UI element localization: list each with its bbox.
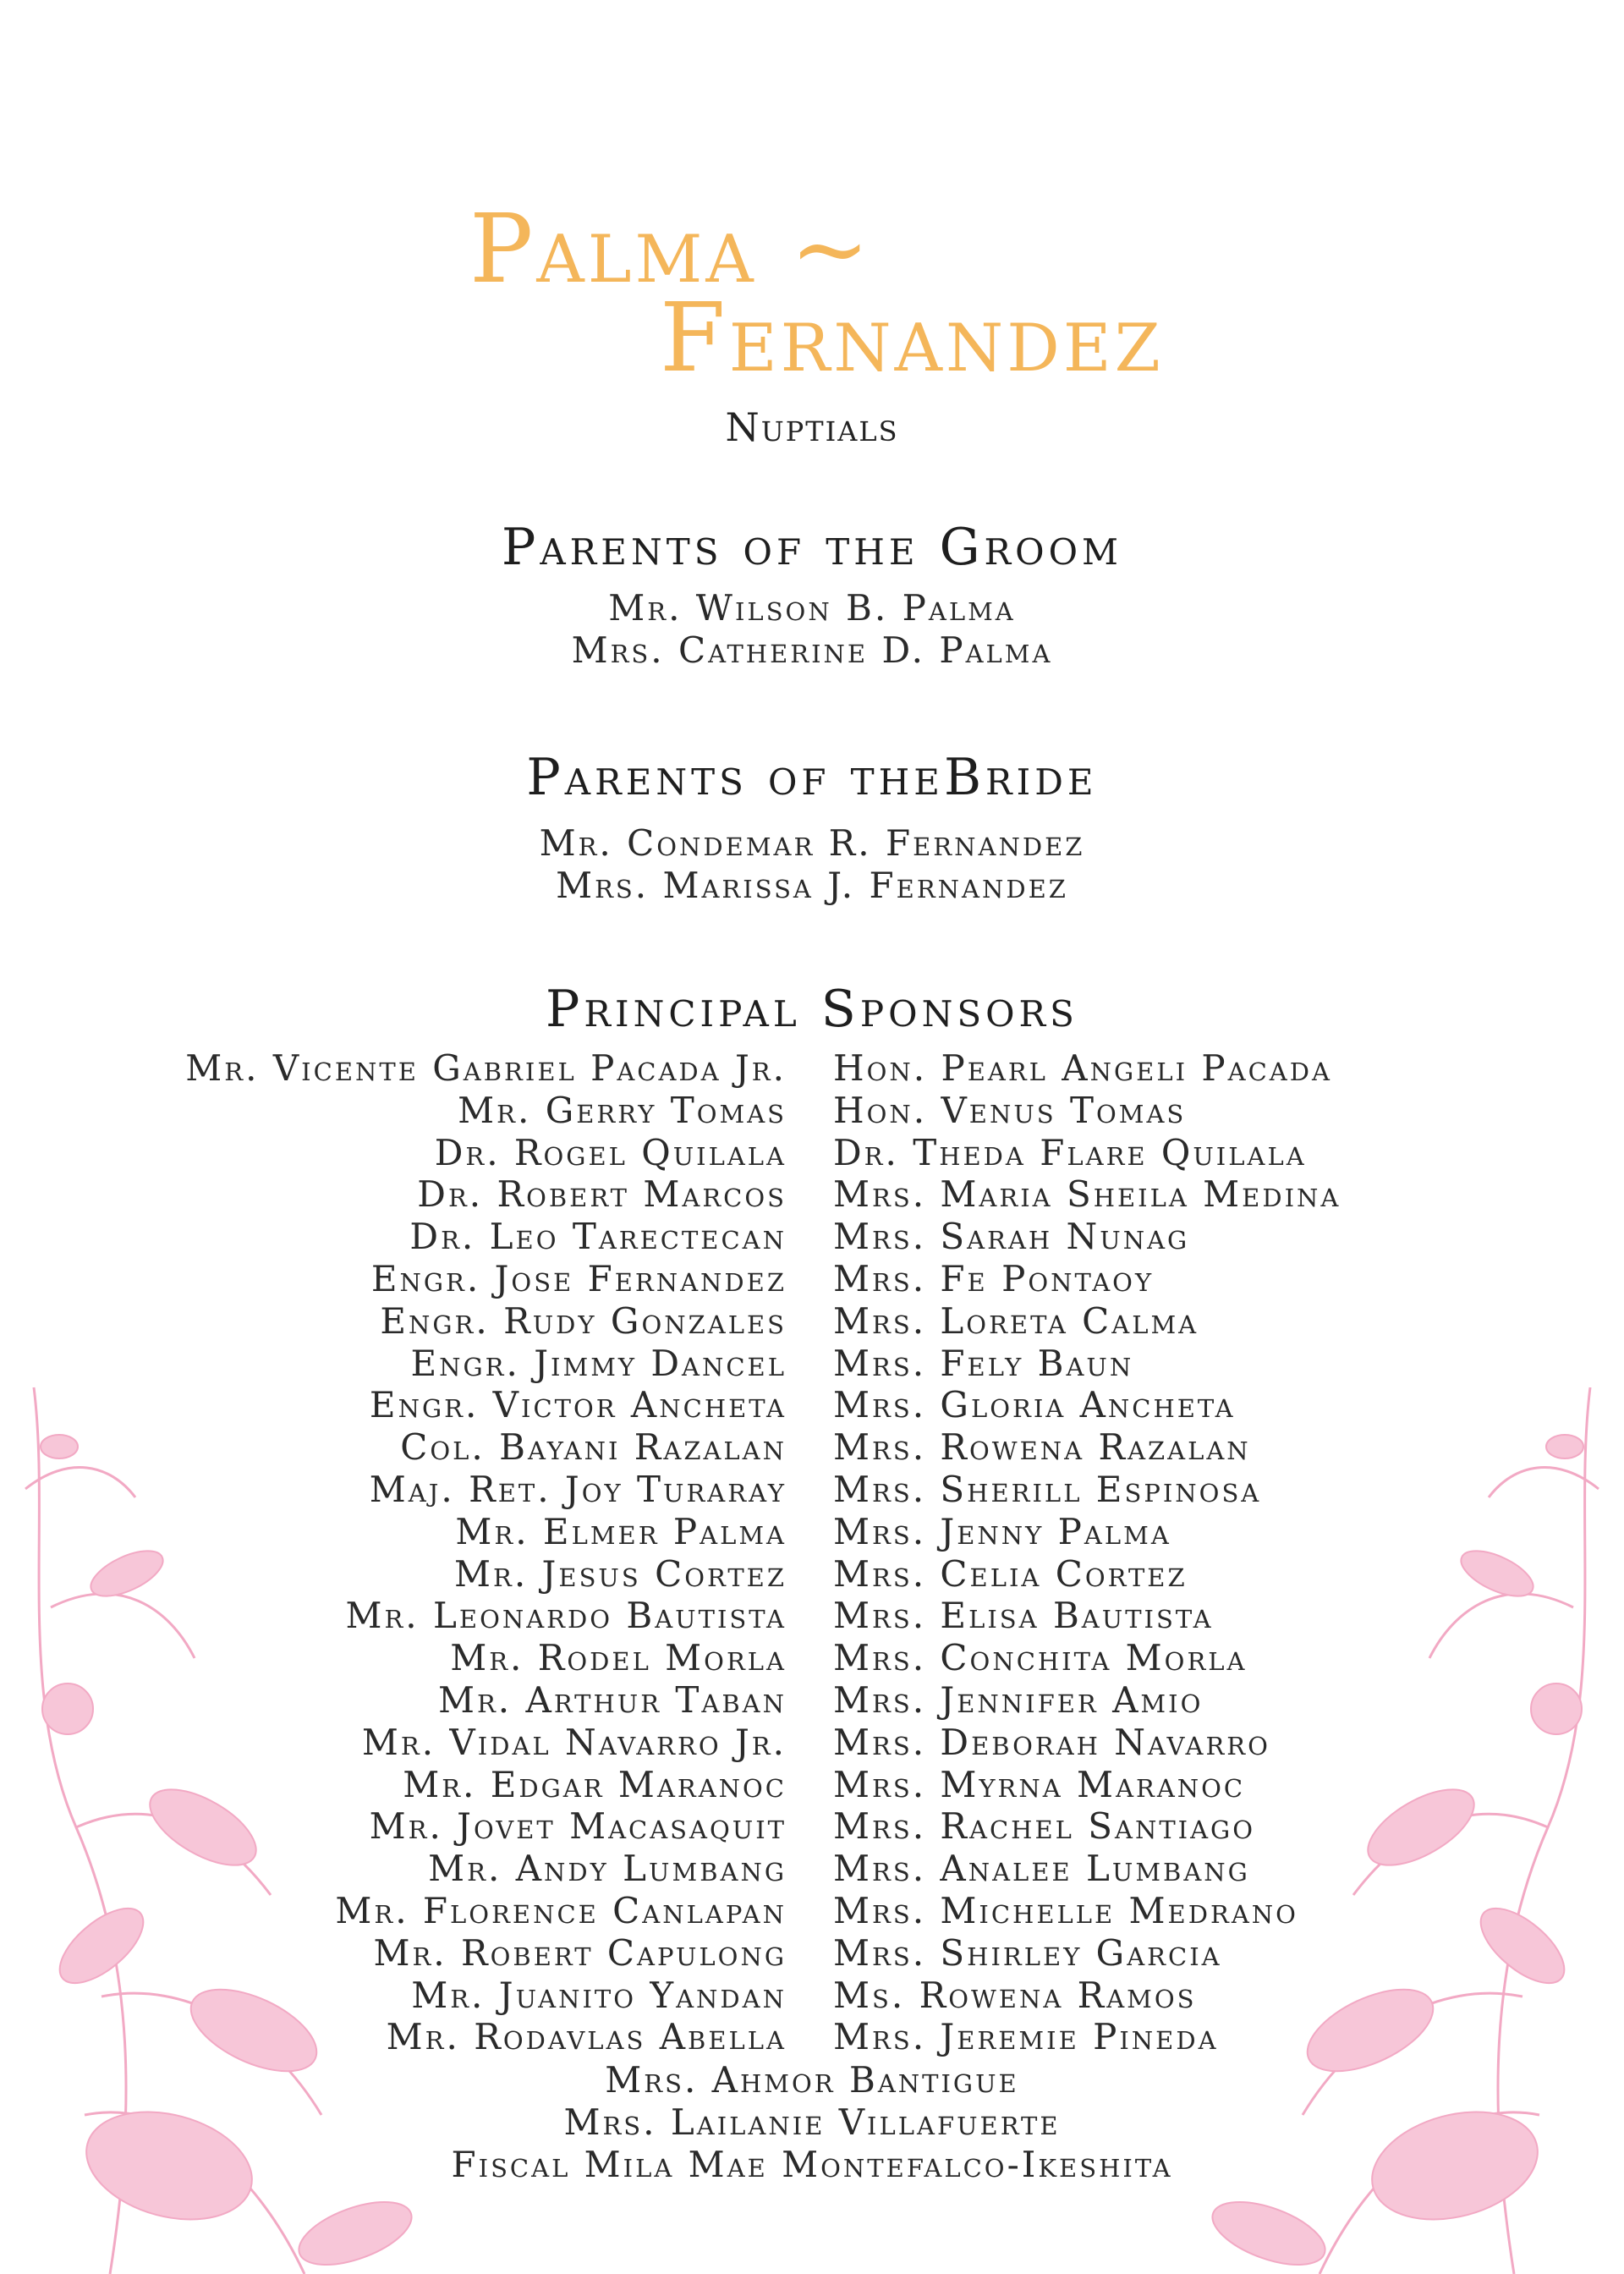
sponsor-name-left: Mr. Jovet Macasaquit xyxy=(369,1805,787,1848)
sponsor-row xyxy=(0,2016,1624,2058)
sponsor-name-right: Ms. Rowena Ramos xyxy=(833,1974,1197,2016)
sponsor-name-right: Mrs. Shirley Garcia xyxy=(833,1931,1222,1974)
sponsor-name-left: Col. Bayani Razalan xyxy=(400,1426,787,1469)
sponsor-name-left: Mr. Elmer Palma xyxy=(455,1510,787,1552)
sponsor-name-right: Mrs. Analee Lumbang xyxy=(833,1848,1250,1890)
sponsor-name-left: Mr. Robert Capulong xyxy=(373,1931,787,1974)
sponsor-extra: Mrs. Ahmor Bantigue xyxy=(605,2059,1019,2101)
couple-name-line2: Fernandez xyxy=(660,283,1164,393)
sponsor-name-left: Dr. Rogel Quilala xyxy=(434,1131,787,1173)
sponsor-name-right: Mrs. Rachel Santiago xyxy=(833,1805,1256,1848)
bride-parent-name: Mr. Condemar R. Fernandez xyxy=(539,822,1085,864)
sponsor-row xyxy=(0,1469,1624,1511)
sponsor-row xyxy=(0,1805,1624,1848)
sponsor-name-right: Mrs. Michelle Medrano xyxy=(833,1889,1298,1931)
sponsor-name-right: Mrs. Elisa Bautista xyxy=(833,1595,1214,1637)
sponsor-name-left: Mr. Leonardo Bautista xyxy=(345,1595,787,1637)
sponsor-name-left: Engr. Rudy Gonzales xyxy=(380,1299,787,1342)
sponsor-name-right: Dr. Theda Flare Quilala xyxy=(833,1131,1307,1173)
sponsor-row xyxy=(0,1258,1624,1300)
couple-name-line1: Palma ~ xyxy=(469,195,874,305)
sponsor-name-left: Maj. Ret. Joy Turaray xyxy=(369,1468,787,1510)
sponsor-name-left: Mr. Juanito Yandan xyxy=(411,1974,787,2016)
sponsor-extra: Mrs. Lailanie Villafuerte xyxy=(563,2101,1061,2143)
sponsor-row xyxy=(0,1890,1624,1932)
sponsor-row xyxy=(0,1637,1624,1679)
sponsor-name-right: Mrs. Conchita Morla xyxy=(833,1637,1248,1679)
sponsor-name-left: Engr. Victor Ancheta xyxy=(369,1384,787,1426)
sponsor-name-right: Mrs. Jenny Palma xyxy=(833,1510,1171,1552)
sponsor-row xyxy=(0,1047,1624,1090)
sponsor-row xyxy=(0,1975,1624,2017)
sponsor-row xyxy=(0,1722,1624,1764)
sponsor-row xyxy=(0,1932,1624,1975)
sponsor-row xyxy=(0,1426,1624,1469)
sponsor-row xyxy=(0,1384,1624,1426)
sponsor-row xyxy=(0,1090,1624,1132)
sponsor-name-left: Engr. Jose Fernandez xyxy=(370,1257,787,1299)
subtitle: Nuptials xyxy=(725,404,899,450)
sponsor-name-left: Dr. Leo Tarectecan xyxy=(409,1216,787,1258)
sponsor-name-left: Mr. Vicente Gabriel Pacada Jr. xyxy=(185,1047,787,1089)
sponsor-name-left: Mr. Florence Canlapan xyxy=(335,1889,787,1931)
sponsor-name-right: Mrs. Jeremie Pineda xyxy=(833,2016,1219,2058)
sponsor-name-right: Hon. Venus Tomas xyxy=(833,1089,1187,1131)
sponsor-row xyxy=(0,1216,1624,1258)
sponsor-name-left: Mr. Arthur Taban xyxy=(437,1678,787,1721)
sponsor-name-left: Mr. Edgar Maranoc xyxy=(403,1763,787,1805)
sponsor-name-right: Mrs. Sherill Espinosa xyxy=(833,1468,1262,1510)
groom-parent-name: Mr. Wilson B. Palma xyxy=(608,587,1016,629)
sponsor-name-left: Mr. Andy Lumbang xyxy=(428,1848,787,1890)
sponsor-list xyxy=(0,1047,1624,2058)
sponsor-name-left: Mr. Rodavlas Abella xyxy=(386,2016,787,2058)
sponsor-name-right: Mrs. Fe Pontaoy xyxy=(833,1257,1155,1299)
sponsor-name-right: Mrs. Maria Sheila Medina xyxy=(833,1173,1341,1216)
sponsor-name-left: Mr. Rodel Morla xyxy=(450,1637,787,1679)
groom-parent-name: Mrs. Catherine D. Palma xyxy=(571,629,1053,671)
sponsor-row xyxy=(0,1595,1624,1637)
sponsor-name-left: Mr. Gerry Tomas xyxy=(458,1089,787,1131)
sponsor-name-left: Mr. Vidal Navarro Jr. xyxy=(361,1721,787,1763)
sponsor-name-right: Mrs. Deborah Navarro xyxy=(833,1721,1270,1763)
sponsor-row xyxy=(0,1343,1624,1385)
sponsor-name-right: Mrs. Gloria Ancheta xyxy=(833,1384,1236,1426)
sponsor-extra: Fiscal Mila Mae Montefalco-Ikeshita xyxy=(451,2144,1173,2185)
sponsor-name-right: Mrs. Sarah Nunag xyxy=(833,1216,1190,1258)
sponsor-row xyxy=(0,1764,1624,1806)
sponsor-name-right: Hon. Pearl Angeli Pacada xyxy=(833,1047,1332,1089)
sponsor-name-left: Engr. Jimmy Dancel xyxy=(410,1342,787,1384)
sponsor-name-right: Mrs. Jennifer Amio xyxy=(833,1678,1204,1721)
sponsor-row xyxy=(0,1511,1624,1553)
sponsor-name-left: Dr. Robert Marcos xyxy=(417,1173,787,1216)
sponsor-name-right: Mrs. Loreta Calma xyxy=(833,1299,1199,1342)
sponsor-name-right: Mrs. Celia Cortez xyxy=(833,1552,1188,1595)
bride-parents-heading: Parents of theBride xyxy=(526,748,1098,807)
sponsor-row xyxy=(0,1173,1624,1216)
sponsors-heading: Principal Sponsors xyxy=(546,980,1078,1039)
sponsor-row xyxy=(0,1300,1624,1343)
sponsor-row xyxy=(0,1848,1624,1890)
sponsor-name-right: Mrs. Myrna Maranoc xyxy=(833,1763,1246,1805)
sponsor-name-left: Mr. Jesus Cortez xyxy=(454,1552,787,1595)
bride-parent-name: Mrs. Marissa J. Fernandez xyxy=(556,865,1068,906)
groom-parents-heading: Parents of the Groom xyxy=(501,518,1123,577)
sponsor-row xyxy=(0,1679,1624,1722)
sponsor-row xyxy=(0,1553,1624,1596)
sponsor-row xyxy=(0,1132,1624,1174)
sponsor-name-right: Mrs. Fely Baun xyxy=(833,1342,1134,1384)
sponsor-name-right: Mrs. Rowena Razalan xyxy=(833,1426,1251,1469)
